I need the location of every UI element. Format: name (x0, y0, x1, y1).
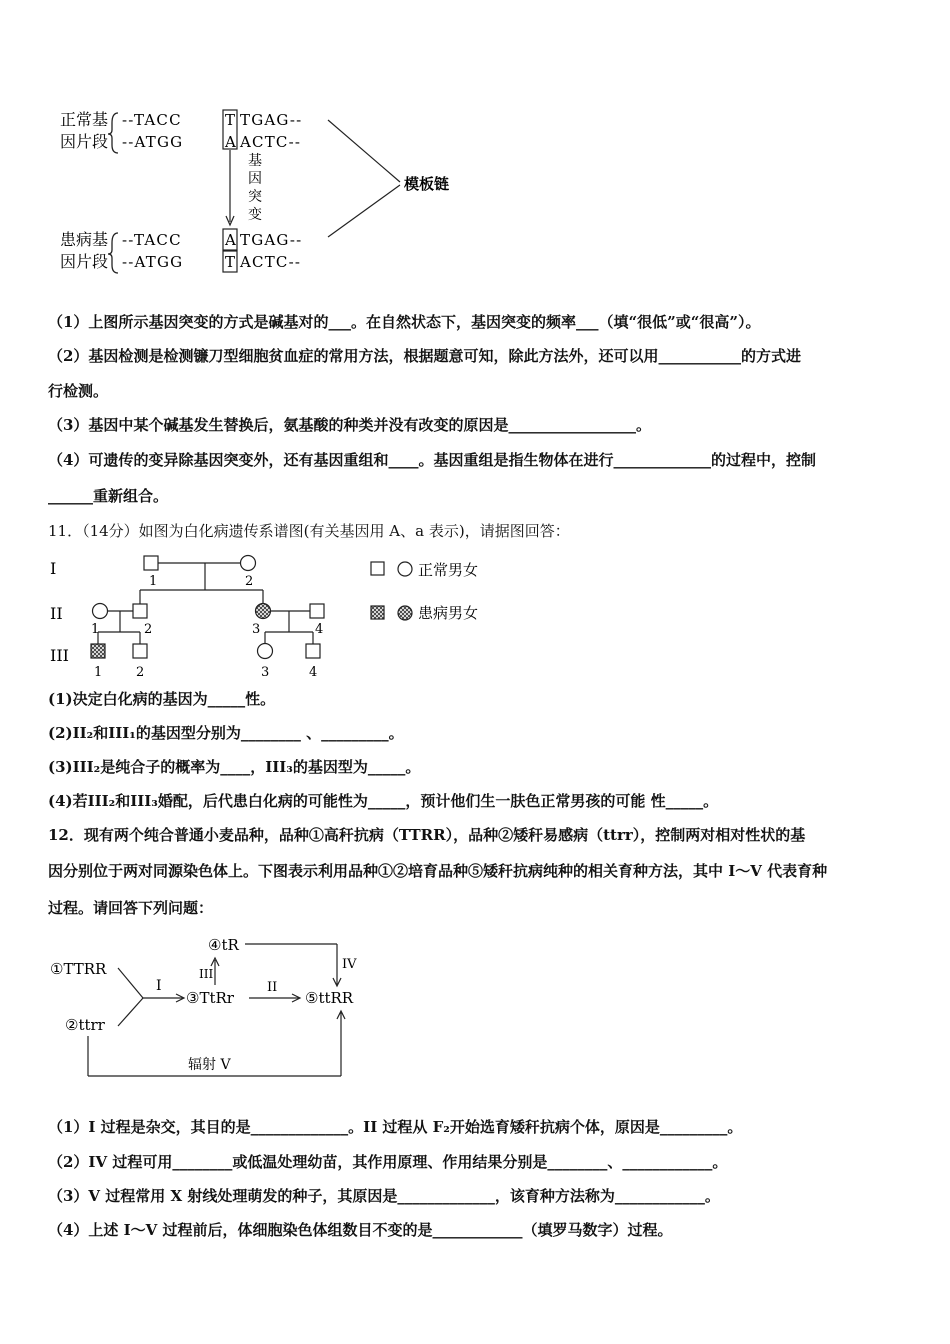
legend-normal-label: 正常男女 (418, 561, 479, 579)
pedigree-num-III2: 2 (136, 665, 145, 680)
mutation-char-4: 变 (248, 207, 262, 223)
mutation-char-1: 基 (248, 153, 262, 169)
mutation-char-3: 突 (248, 189, 262, 205)
normal-brace (108, 113, 118, 153)
legend-affected-male-icon (371, 606, 384, 619)
pedigree-num-II3: 3 (252, 622, 261, 637)
patient-strand-1-boxed: A (225, 231, 238, 249)
q10-part-2b: 行检测。 (48, 382, 109, 400)
legend-affected-female-icon (398, 606, 412, 620)
q11-part-2: (2)II₂和III₁的基因型分别为________ 、_________。 (48, 724, 404, 742)
dna-mutation-figure (50, 105, 490, 280)
breeding-node-4: ④tR (208, 936, 239, 954)
pedigree-III2-male (133, 644, 147, 658)
legend-normal-male-icon (371, 562, 384, 575)
breeding-node-2: ②ttrr (65, 1016, 105, 1034)
pedigree-II2-male (133, 604, 147, 618)
process-II-label: II (267, 980, 278, 995)
patient-strand-2-boxed: T (225, 253, 237, 271)
pedigree-num-III1: 1 (94, 665, 103, 680)
pedigree-III4-male (306, 644, 320, 658)
pedigree-I1-male (144, 556, 158, 570)
q11-part-4: (4)若III₂和III₃婚配，后代患白化病的可能性为_____，预计他们生一肤色正常男孩的可能 性_____。 (48, 792, 719, 810)
pedigree-num-I2: 2 (245, 574, 254, 589)
pedigree-II3-affected-female (256, 604, 271, 619)
generation-III-label: III (50, 646, 69, 665)
mutation-char-2: 因 (248, 171, 262, 187)
q12-text-3: 过程。请回答下列问题： (48, 899, 214, 917)
normal-strand-1-left: --TACC (122, 111, 182, 129)
q10-part-3: （3）基因中某个碱基发生替换后，氨基酸的种类并没有改变的原因是_________________。 (48, 416, 651, 434)
normal-strand-2-left: --ATGG (122, 133, 184, 151)
q11-part-1: (1)决定白化病的基因为_____性。 (48, 690, 276, 708)
patient-strand-2-right: ACTC-- (240, 253, 302, 271)
pedigree-III1-affected-male (91, 644, 105, 658)
patient-strand-2-left: --ATGG (122, 253, 184, 271)
normal-strand-2-boxed: A (225, 133, 238, 151)
generation-II-label: II (50, 604, 63, 623)
process-V-label: 辐射 V (188, 1057, 231, 1073)
breeding-node-1: ①TTRR (50, 960, 107, 978)
q10-part-4a: （4）可遗传的变异除基因突变外，还有基因重组和____。基因重组是指生物体在进行_____________的过程中，控制 (48, 451, 816, 469)
q10-part-4b: ______重新组合。 (48, 487, 169, 505)
pedigree-II4-male (310, 604, 324, 618)
normal-strand-1-right: TGAG-- (240, 111, 303, 129)
q10-part-2a: （2）基因检测是检测镰刀型细胞贫血症的常用方法，根据题意可知，除此方法外，还可以用___________的方式进 (48, 347, 801, 365)
template-line-top (328, 120, 400, 182)
pedigree-chart (45, 548, 515, 683)
patient-gene-label-1: 患病基 (60, 230, 109, 249)
legend-normal-female-icon (398, 562, 412, 576)
normal-gene-label-2: 因片段 (60, 132, 109, 151)
process-III-label: III (199, 967, 214, 981)
pedigree-num-II1: 1 (91, 622, 100, 637)
breeding-node-5: ⑤ttRR (305, 989, 354, 1007)
pedigree-I2-female (241, 556, 256, 571)
normal-strand-1-boxed: T (225, 111, 237, 129)
q12-part-3: （3）V 过程常用 X 射线处理萌发的种子，其原因是_____________，该育种方法称为____________。 (48, 1187, 720, 1205)
patient-strand-1-left: --TACC (122, 231, 182, 249)
patient-brace (108, 233, 118, 273)
q12-part-1: （1）I 过程是杂交，其目的是_____________。II 过程从 F₂开始选育矮秆抗病个体，原因是_________。 (48, 1118, 743, 1136)
q12-text-1: 12．现有两个纯合普通小麦品种，品种①高秆抗病（TTRR），品种②矮秆易感病（ttrr），控制两对相对性状的基 (48, 826, 806, 844)
q11-part-3: (3)III₂是纯合子的概率为____，III₃的基因型为_____。 (48, 758, 421, 776)
legend-affected-label: 患病男女 (418, 604, 479, 622)
process-IV-label: IV (342, 957, 357, 972)
patient-strand-1-right: TGAG-- (240, 231, 303, 249)
pedigree-III3-female (258, 644, 273, 659)
process-I-label: I (156, 978, 162, 994)
pedigree-II1-female (93, 604, 108, 619)
pedigree-num-II4: 4 (315, 622, 324, 637)
generation-I-label: I (50, 559, 57, 578)
pedigree-num-III3: 3 (261, 665, 270, 680)
q12-text-2: 因分别位于两对同源染色体上。下图表示利用品种①②培育品种⑤矮秆抗病纯种的相关育种方法，其中 I～V 代表育种 (48, 862, 828, 880)
pedigree-num-I1: 1 (149, 574, 158, 589)
normal-gene-label-1: 正常基 (60, 110, 109, 129)
q11-title: 11．（14分）如图为白化病遗传系谱图(有关基因用 A、a 表示)，请据图回答： (48, 522, 570, 540)
template-chain-label: 模板链 (404, 175, 450, 193)
template-line-bottom (328, 185, 400, 237)
patient-gene-label-2: 因片段 (60, 252, 109, 271)
q10-part-1: （1）上图所示基因突变的方式是碱基对的___。在自然状态下，基因突变的频率___（填“很低”或“很高”）。 (48, 313, 761, 331)
breeding-diagram (45, 930, 385, 1085)
pedigree-num-II2: 2 (144, 622, 153, 637)
pedigree-num-III4: 4 (309, 665, 318, 680)
q12-part-4: （4）上述 I～V 过程前后，体细胞染色体组数目不变的是____________（填罗马数字）过程。 (48, 1221, 673, 1239)
breeding-node-3: ③TtRr (186, 989, 234, 1007)
q12-part-2: （2）IV 过程可用________或低温处理幼苗，其作用原理、作用结果分别是________、____________。 (48, 1153, 728, 1171)
normal-strand-2-right: ACTC-- (240, 133, 302, 151)
